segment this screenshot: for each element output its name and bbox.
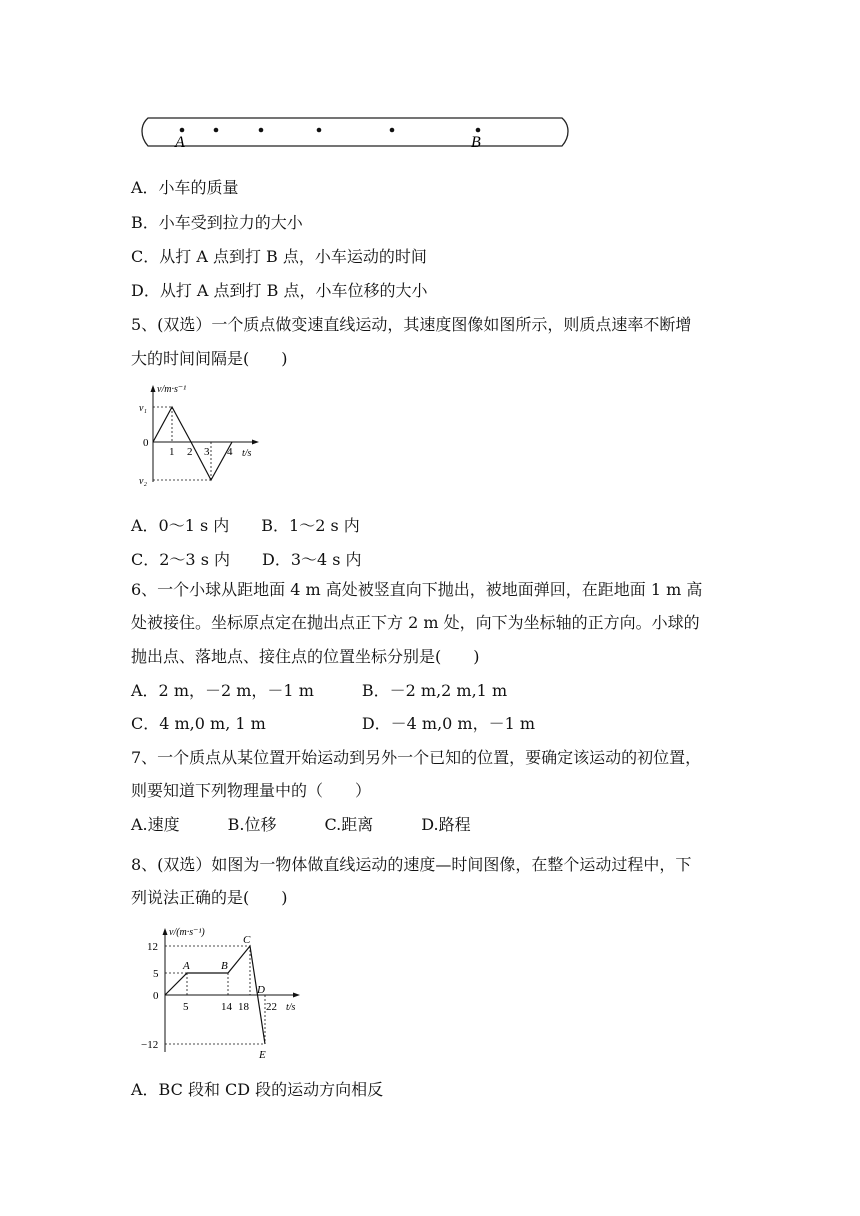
q4-option-a: A．小车的质量 [131, 178, 239, 197]
q5-options-line2: C．2～3 s 内 D．3～4 s 内 [131, 550, 362, 569]
q5-tick-1: 1 [169, 446, 175, 458]
q6-stem-line1: 6、一个小球从距地面 4 m 高处被竖直向下抛出，被地面弹回，在距地面 1 m 高 [131, 580, 703, 599]
q7-stem-line2: 则要知道下列物理量中的（ ） [131, 781, 372, 800]
q6-options-line2: C．4 m,0 m, 1 m D．－4 m,0 m，－1 m [131, 714, 536, 733]
q4-option-c: C．从打 A 点到打 B 点，小车运动的时间 [131, 247, 427, 266]
ticker-tape-figure [138, 113, 572, 155]
tape-label-a: A [175, 134, 185, 151]
q8-y-tick-12: 12 [147, 941, 158, 953]
q8-option-a: A．BC 段和 CD 段的运动方向相反 [131, 1080, 384, 1099]
q8-point-d: D [257, 984, 265, 996]
q8-x-tick-14: 14 [221, 1001, 232, 1013]
q8-y-tick-neg12: −12 [141, 1039, 159, 1051]
q8-y-tick-0: 0 [153, 990, 159, 1002]
q5-origin-label: 0 [143, 437, 149, 449]
q5-x-axis-label: t/s [242, 448, 252, 459]
q8-x-axis-label: t/s [286, 1002, 296, 1013]
q5-options-line1: A．0～1 s 内 B．1～2 s 内 [131, 516, 360, 535]
q5-stem-line1: 5、(双选）一个质点做变速直线运动，其速度图像如图所示，则质点速率不断增 [131, 315, 692, 334]
q8-point-b: B [221, 960, 228, 972]
q5-velocity-graph [136, 380, 266, 490]
q8-x-tick-5: 5 [183, 1001, 189, 1013]
q5-tick-4: 4 [227, 446, 233, 458]
q8-y-axis-label: v/(m·s⁻¹) [169, 927, 205, 938]
q8-stem-line2: 列说法正确的是( ) [131, 888, 288, 907]
q5-v2-label: v₂ [139, 476, 147, 487]
q8-x-tick-18: 18 [238, 1001, 249, 1013]
q4-option-b: B．小车受到拉力的大小 [131, 213, 303, 232]
q4-option-d: D．从打 A 点到打 B 点，小车位移的大小 [131, 281, 428, 300]
q6-stem-line3: 抛出点、落地点、接住点的位置坐标分别是( ) [131, 647, 480, 666]
q8-x-tick-22: 22 [266, 1001, 277, 1013]
q7-options: A.速度 B.位移 C.距离 D.路程 [131, 815, 471, 834]
q8-y-tick-5: 5 [153, 968, 159, 980]
tape-label-b: B [471, 134, 481, 151]
q6-stem-line2: 处被接住。坐标原点定在抛出点正下方 2 m 处，向下为坐标轴的正方向。小球的 [131, 613, 700, 632]
q5-v1-label: v₁ [139, 403, 147, 414]
q5-stem-line2: 大的时间间隔是( ) [131, 349, 288, 368]
q8-velocity-graph [137, 922, 312, 1062]
q5-tick-3: 3 [204, 446, 210, 458]
q5-y-axis-label: v/m·s⁻¹ [157, 384, 187, 395]
q8-point-e: E [259, 1049, 266, 1061]
q8-point-a: A [183, 960, 190, 972]
q5-tick-2: 2 [187, 446, 193, 458]
q8-point-c: C [243, 934, 251, 946]
q8-stem-line1: 8、(双选）如图为一物体做直线运动的速度—时间图像，在整个运动过程中，下 [131, 855, 692, 874]
q6-options-line1: A．2 m，－2 m，－1 m B．－2 m,2 m,1 m [131, 681, 508, 700]
q7-stem-line1: 7、一个质点从某位置开始运动到另外一个已知的位置，要确定该运动的初位置， [131, 748, 702, 767]
